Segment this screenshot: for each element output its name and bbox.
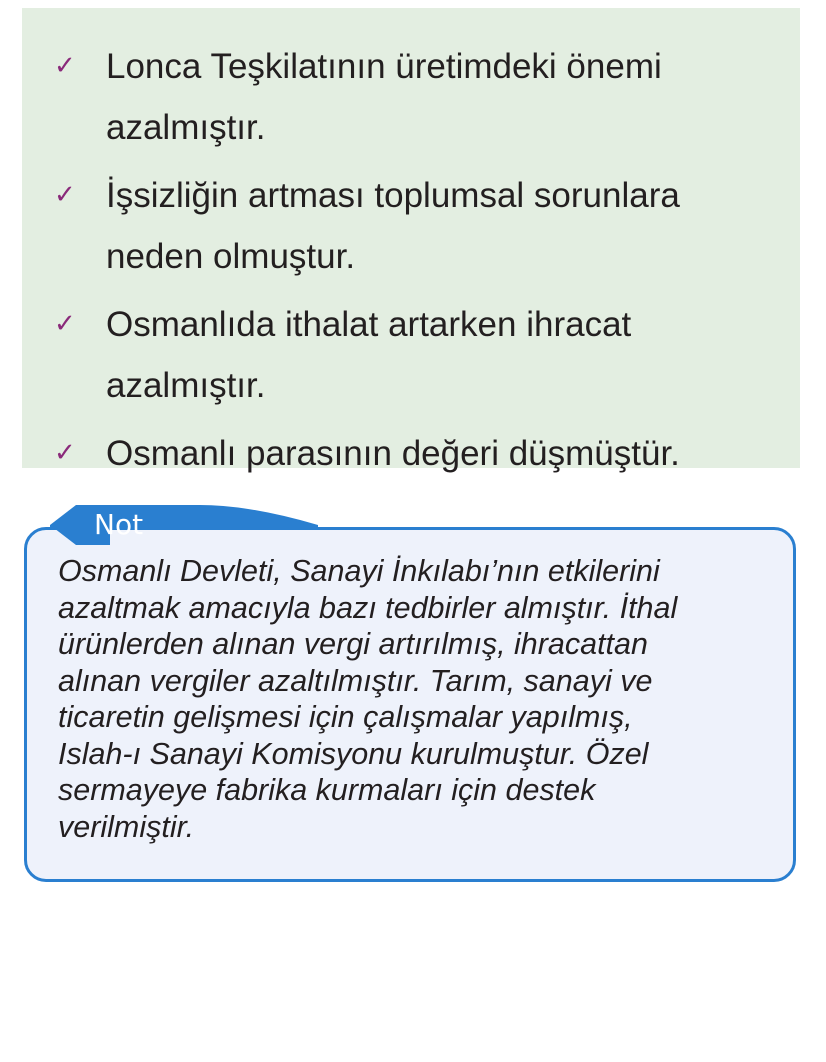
list-item-line: azalmıştır. [106, 366, 266, 405]
note-text [58, 553, 778, 845]
note-tag-banner [50, 503, 320, 547]
note-line: ürünlerden alınan vergi artırılmış, ihracattan [58, 627, 648, 661]
list-item-line: neden olmuştur. [106, 237, 356, 276]
list-item [54, 36, 794, 158]
list-item [54, 294, 794, 416]
checkmark-icon: ✓ [54, 180, 76, 210]
checkmark-icon: ✓ [54, 438, 76, 468]
list-item-line: Lonca Teşkilatının üretimdeki önemi [106, 47, 662, 86]
summary-panel [22, 8, 800, 473]
note-line: alınan vergiler azaltılmıştır. Tarım, sanayi ve [58, 663, 653, 698]
list-item [54, 423, 794, 484]
list-item-line: İşsizliğin artması toplumsal sorunlara [106, 176, 680, 215]
checkmark-icon: ✓ [54, 51, 76, 81]
note-line: sermayeye fabrika kurmaları için destek [58, 773, 596, 807]
note-line: Osmanlı Devleti, Sanayi İnkılabı’nın etkilerini [58, 554, 660, 588]
checkmark-icon: ✓ [54, 309, 76, 339]
note-line: Islah-ı Sanayi Komisyonu kurulmuştur. Özel [58, 736, 649, 771]
note-line: ticaretin gelişmesi için çalışmalar yapılmış, [58, 700, 633, 734]
note-line: verilmiştir. [58, 809, 195, 844]
list-item-line: Osmanlıda ithalat artarken ihracat [106, 305, 632, 344]
note-label: Not [94, 508, 144, 541]
list-item [54, 165, 794, 287]
list-item-line: azalmıştır. [106, 108, 266, 147]
checklist [54, 36, 794, 491]
note-tag-shape [50, 503, 320, 547]
list-item-line: Osmanlı parasının değeri düşmüştür. [106, 434, 680, 473]
note-line: azaltmak amacıyla bazı tedbirler almıştır. İthal [58, 590, 678, 625]
